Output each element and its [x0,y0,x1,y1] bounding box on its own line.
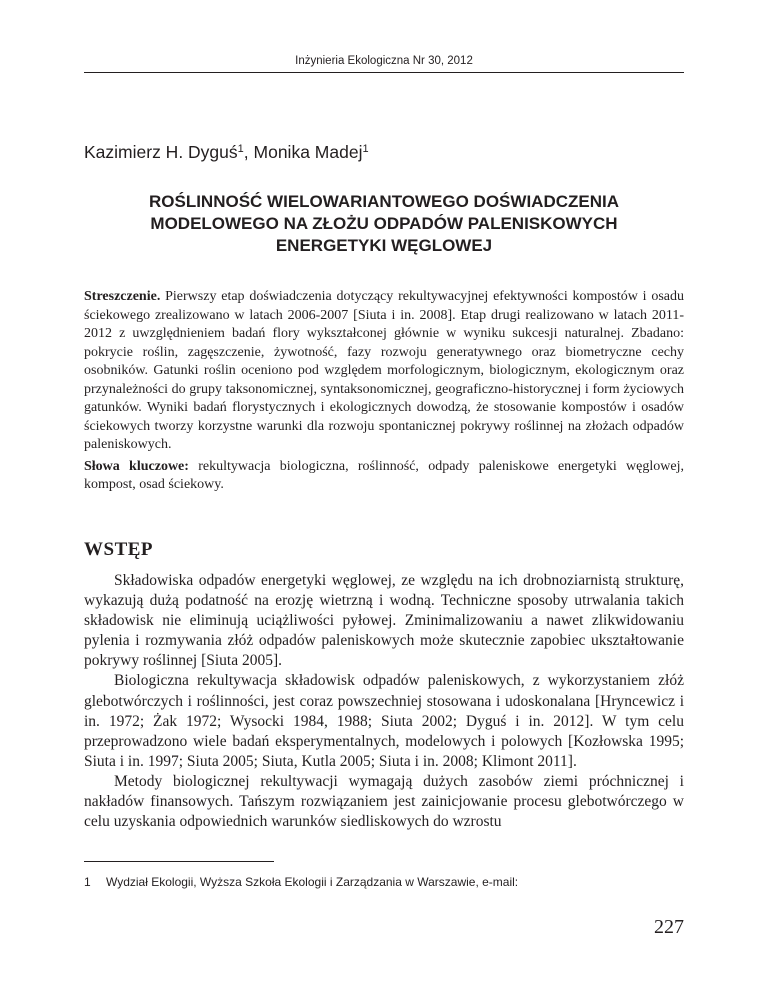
affiliation-mark-1: 1 [237,143,244,155]
keywords-text: rekultywacja biologiczna, roślinność, odpady paleniskowe energetyki węglowej, kompost, osad ściekowy. [84,458,684,492]
footnote-rule [84,861,274,862]
abstract-text: Pierwszy etap doświadczenia dotyczący rekultywacyjnej efektywności kompostów i osadu ściekowego zrealizowano w latach 2006-2007 [Siuta i in. 2008]. Etap drugi realizowano w latach 2011-2012 z uwzględnieniem badań flory wykształconej głównie w wyniku sukcesji naturalnej. Zbadano: pokrycie roślin, zagęszczenie, żywotność, fazy rozwoju generatywnego oraz biometryczne cechy osobników. Gatunki roślin oceniono pod względem morfologicznym, biologicznym, ekologicznym oraz przynależności do grupy taksonomicznej, syntaksonomicznej, geograficzno-historycznej i form życiowych gatunków. Wyniki badań florystycznych i ekologicznych dowodzą, że stosowanie kompostów i osadów ściekowych tworzy korzystne warunki dla rozwoju spontanicznej pokrywy roślinnej na złożach odpadów paleniskowych. [84,289,684,452]
body-text [84,571,684,832]
footnote [84,875,684,889]
title-line: ENERGETYKI WĘGLOWEJ [275,236,493,255]
section-heading: WSTĘP [84,539,154,560]
keywords-paragraph [84,458,684,495]
paper-title [84,191,684,257]
keywords-label: Słowa kluczowe: [84,458,189,474]
affiliation-mark-2: 1 [362,143,369,155]
abstract-paragraph [84,288,684,455]
body-paragraph: Metody biologicznej rekultywacji wymagają dużych zasobów ziemi próchnicznej i nakładów finansowych. Tańszym rozwiązaniem jest zainicjowanie procesu glebotwórczego w celu uzyskania odpowiednich warunków siedliskowych do wzrostu [84,772,684,831]
body-paragraph: Składowiska odpadów energetyki węglowej, ze względu na ich drobnoziarnistą strukturę, wykazują dużą podatność na erozję wietrzną i wodną. Techniczne sposoby utrwalania takich składowisk nie eliminują uciążliwości pyłowej. Zminimalizowaniu a nawet zlikwidowaniu pylenia i rozmywania złóż odpadów paleniskowych może skutecznie zapobiec ukształtowanie pokrywy roślinnej [Siuta 2005]. [84,572,684,670]
running-header: Inżynieria Ekologiczna Nr 30, 2012 [295,55,473,67]
footnote-text: Wydział Ekologii, Wyższa Szkoła Ekologii i Zarządzania w Warszawie, e-mail: [106,875,519,889]
abstract [84,288,684,498]
authors-line [84,142,369,163]
footnote-mark: 1 [84,875,91,889]
title-line: MODELOWEGO NA ZŁOŻU ODPADÓW PALENISKOWYCH [150,214,618,233]
author-name-1: Kazimierz H. Dyguś [84,142,238,162]
author-name-2: Monika Madej [253,142,363,162]
header-rule [84,72,684,73]
title-line: ROŚLINNOŚĆ WIELOWARIANTOWEGO DOŚWIADCZENIA [148,192,619,211]
abstract-label: Streszczenie. [84,289,161,304]
author-separator: , [243,142,254,162]
page-number: 227 [654,916,684,938]
body-paragraph: Biologiczna rekultywacja składowisk odpadów paleniskowych, z wykorzystaniem złóż glebotwórczych i roślinności, jest coraz powszechniej stosowana i udoskonalana [Hryncewicz i in. 1972; Żak 1972; Wysocki 1984, 1988; Siuta 2002; Dyguś i in. 2012]. W tym celu przeprowadzono wiele badań eksperymentalnych, modelowych i polowych [Kozłowska 1995; Siuta i in. 1997; Siuta 2005; Siuta, Kutla 2005; Siuta i in. 2008; Klimont 2011]. [84,672,684,770]
